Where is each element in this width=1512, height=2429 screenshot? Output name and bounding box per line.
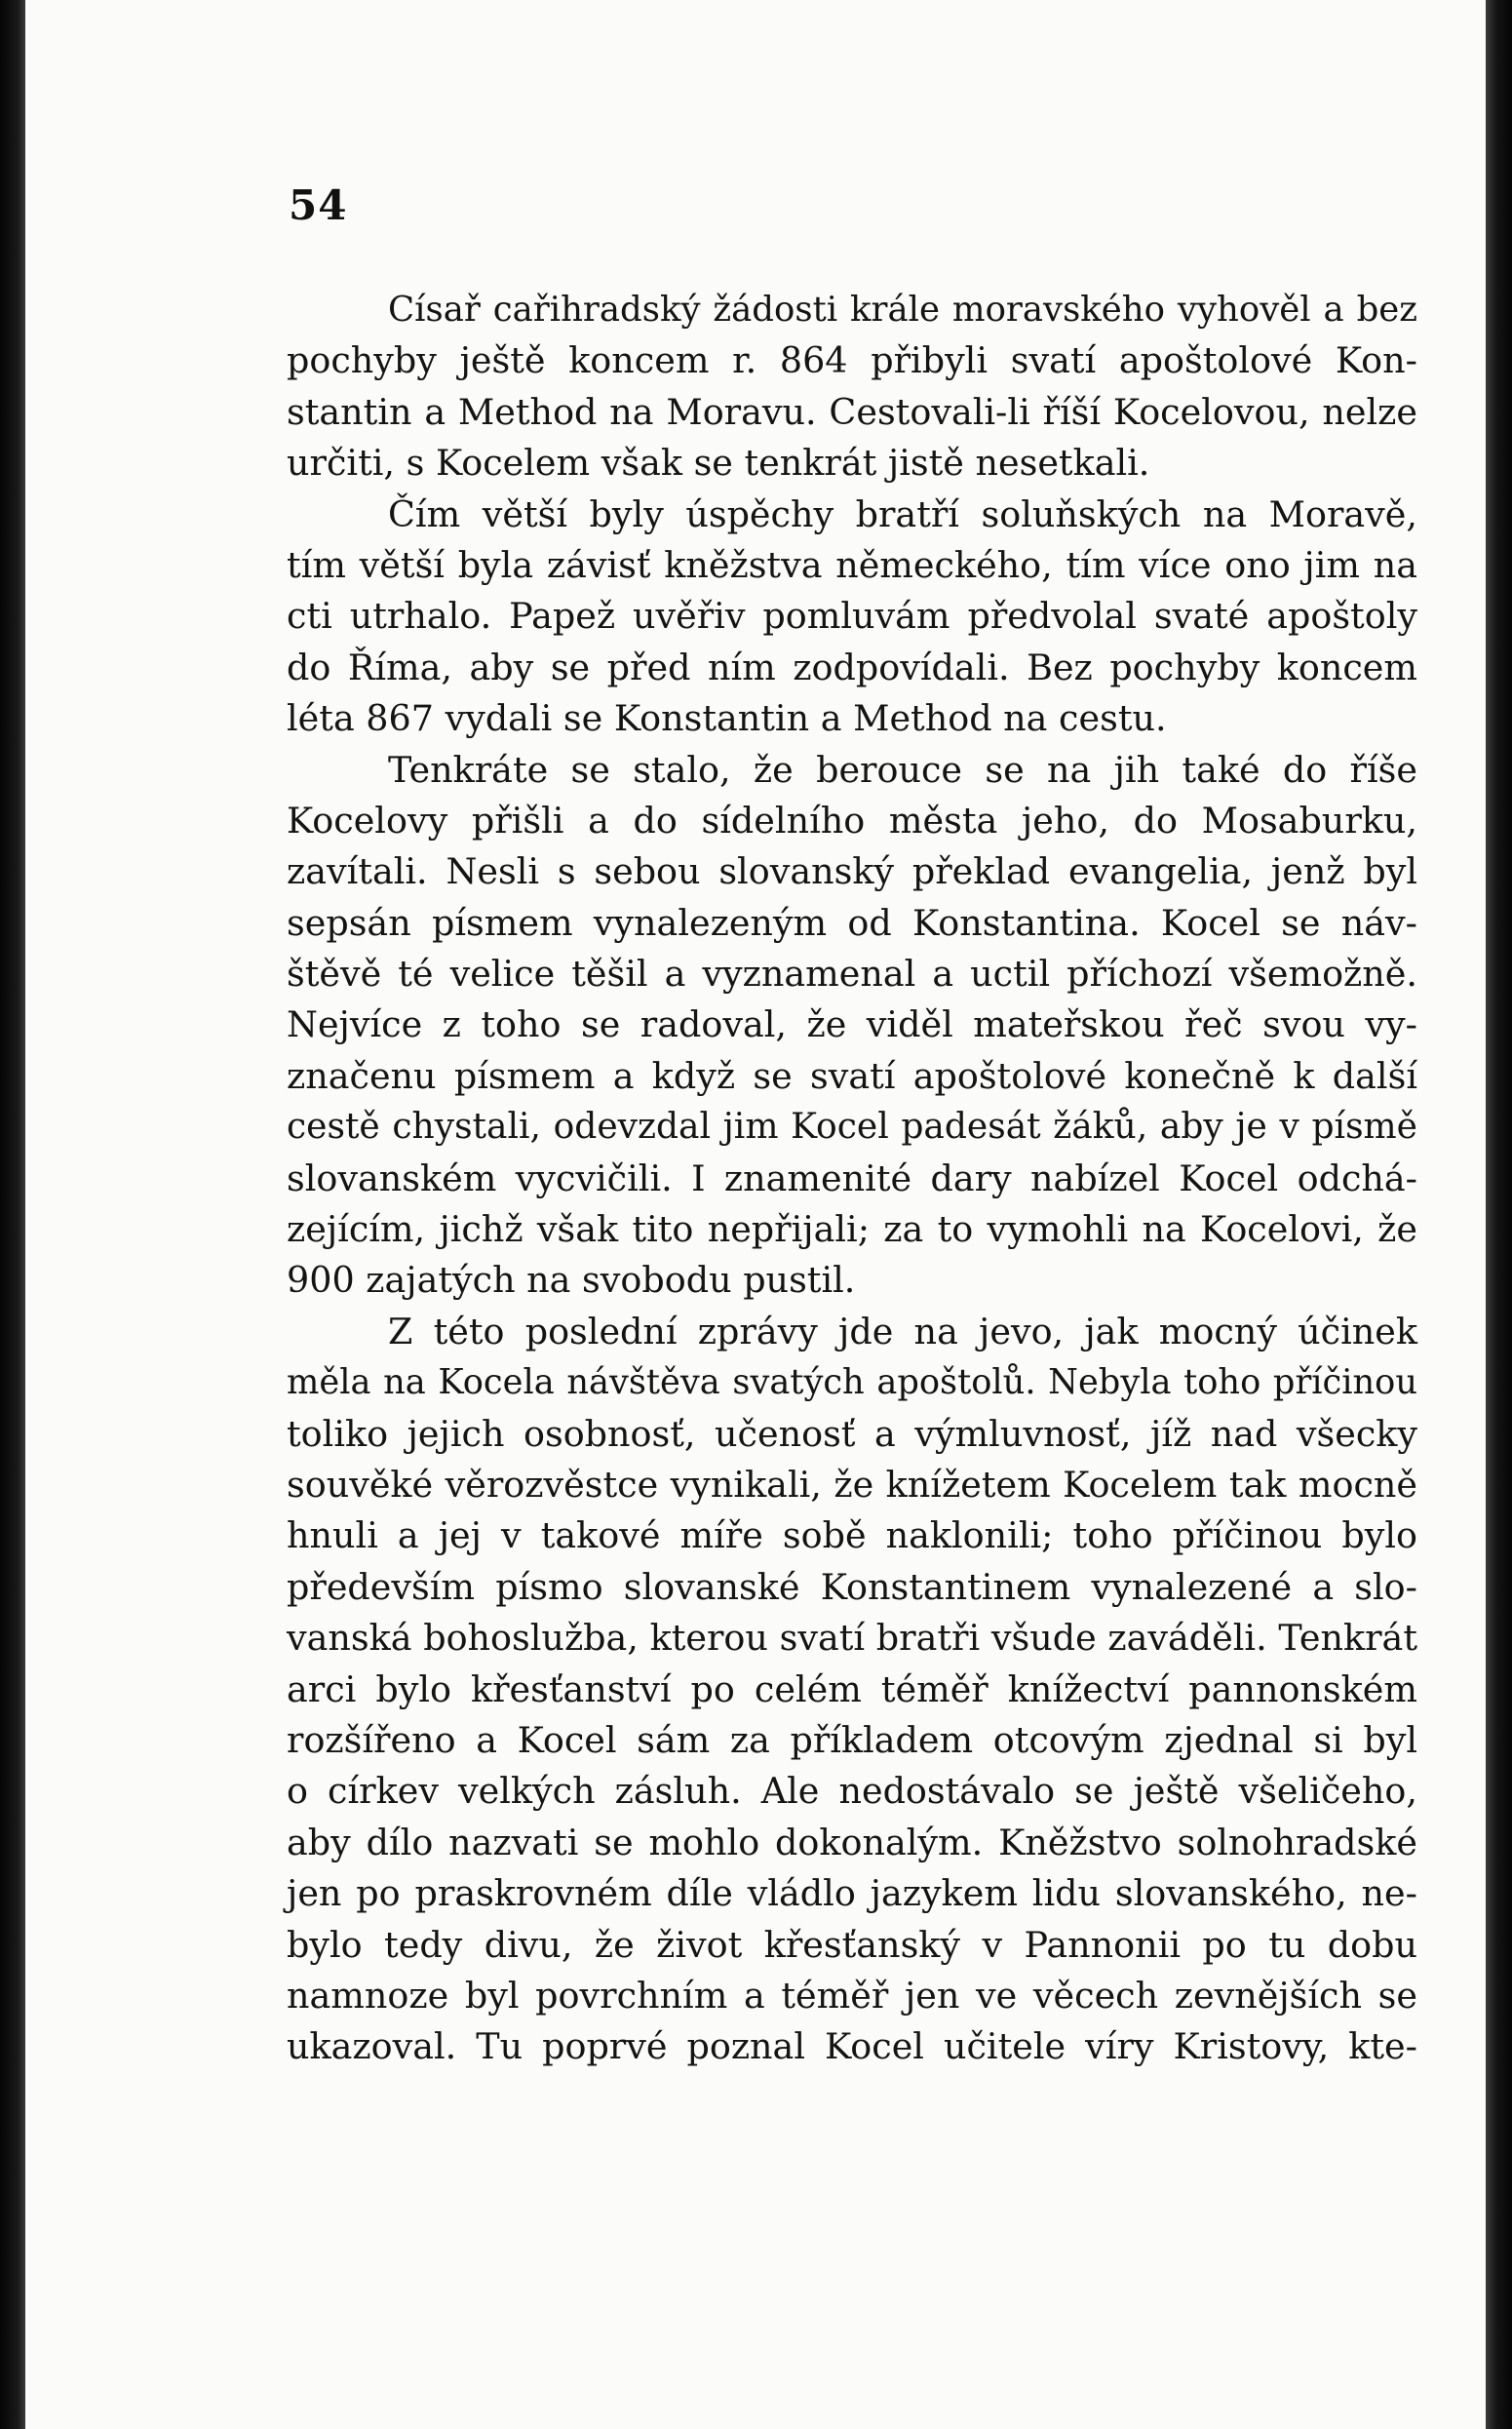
text-line: především písmo slovanské Konstantinem vynalezené a slo- bbox=[287, 1565, 1417, 1608]
text-line: ukazoval. Tu poprvé poznal Kocel učitele víry Kristovy, kte- bbox=[287, 2025, 1417, 2068]
text-line: stantin a Method na Moravu. Cestovali-li říší Kocelovou, nelze bbox=[287, 390, 1417, 433]
text-line: vanská bohoslužba, kterou svatí bratři všude zaváděli. Tenkrát bbox=[287, 1617, 1417, 1660]
text-line: Císař cařihradský žádosti krále moravského vyhověl a bez bbox=[388, 290, 1417, 330]
text-line: Z této poslední zprávy jde na jevo, jak mocný účinek bbox=[388, 1310, 1417, 1352]
text-line: značenu písmem a když se svatí apoštolové konečně k další bbox=[287, 1054, 1417, 1097]
text-line: cti utrhalo. Papež uvěřiv pomluvám předvolal svaté apoštoly bbox=[287, 595, 1417, 638]
text-line: bylo tedy divu, že život křesťanský v Pannonii po tu dobu bbox=[287, 1923, 1417, 1966]
text-line: pochyby ještě koncem r. 864 přibyli svatí apoštolové Kon- bbox=[287, 339, 1417, 382]
text-line: měla na Kocela návštěva svatých apoštolů. Nebyla toho příčinou bbox=[287, 1362, 1417, 1403]
book-page bbox=[25, 0, 1486, 2429]
page-number: 54 bbox=[289, 181, 348, 229]
text-line: o církev velkých zásluh. Ale nedostávalo se ještě všeličeho, bbox=[287, 1770, 1417, 1813]
text-line: souvěké věrozvěstce vynikali, že knížetem Kocelem tak mocně bbox=[287, 1463, 1417, 1506]
text-line: tím větší byla závisť kněžstva německého, tím více ono jim na bbox=[287, 543, 1417, 586]
text-line: Čím větší byly úspěchy bratří soluňských na Moravě, bbox=[388, 492, 1417, 535]
text-line: toliko jejich osobnosť, učenosť a výmluvnosť, jíž nad všecky bbox=[287, 1412, 1417, 1455]
text-line: namnoze byl povrchním a téměř jen ve věcech zevnějších se bbox=[287, 1974, 1417, 2017]
text-line: zejícím, jichž však tito nepřijali; za to vymohli na Kocelovi, že bbox=[287, 1208, 1417, 1251]
text-line: slovanském vycvičili. I znamenité dary nabízel Kocel odchá- bbox=[287, 1156, 1417, 1199]
text-line: 900 zajatých na svobodu pustil. bbox=[287, 1259, 856, 1302]
text-line: rozšířeno a Kocel sám za příkladem otcovým zjednal si byl bbox=[287, 1718, 1417, 1761]
text-line: jen po praskrovném díle vládlo jazykem lidu slovanského, ne- bbox=[287, 1872, 1417, 1915]
text-line: Nejvíce z toho se radoval, že viděl mateřskou řeč svou vy- bbox=[287, 1003, 1417, 1046]
text-line: sepsán písmem vynalezeným od Konstantina. Kocel se náv- bbox=[287, 901, 1417, 944]
text-line: štěvě té velice těšil a vyznamenal a uctil příchozí všemožně. bbox=[287, 953, 1417, 996]
page-body-text bbox=[287, 285, 1417, 2073]
text-line: zavítali. Nesli s sebou slovanský překlad evangelia, jenž byl bbox=[287, 850, 1417, 893]
scan-edge-left bbox=[0, 0, 25, 2429]
text-line: do Říma, aby se před ním zodpovídali. Bez pochyby koncem bbox=[287, 646, 1417, 688]
text-line: arci bylo křesťanství po celém téměř knížectví pannonském bbox=[287, 1667, 1417, 1710]
text-line: aby dílo nazvati se mohlo dokonalým. Kněžstvo solnohradské bbox=[287, 1821, 1417, 1863]
text-line: hnuli a jej v takové míře sobě naklonili; toho příčinou bylo bbox=[287, 1514, 1417, 1557]
text-line: určiti, s Kocelem však se tenkrát jistě nesetkali. bbox=[287, 442, 1150, 485]
text-line: léta 867 vydali se Konstantin a Method na cestu. bbox=[287, 697, 1167, 740]
text-line: Kocelovy přišli a do sídelního města jeho, do Mosaburku, bbox=[287, 799, 1417, 842]
scan-edge-right bbox=[1486, 0, 1512, 2429]
text-line: cestě chystali, odevzdal jim Kocel padesát žáků, aby je v písmě bbox=[287, 1107, 1417, 1148]
text-line: Tenkráte se stalo, že berouce se na jih také do říše bbox=[388, 748, 1417, 791]
